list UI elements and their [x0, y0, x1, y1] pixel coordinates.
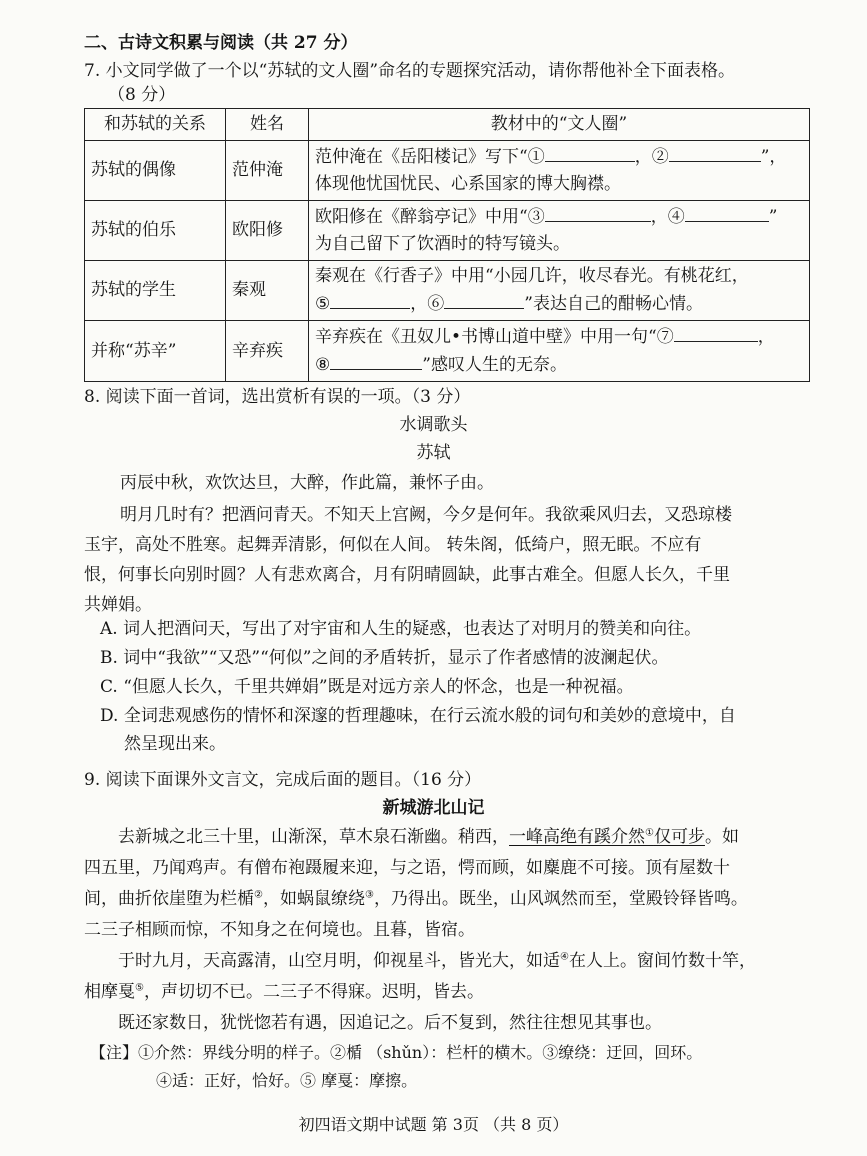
option-a[interactable]: A. 词人把酒问天，写出了对宇宙和人生的疑惑，也表达了对明月的赞美和向往。 — [100, 619, 702, 639]
cell-text: ，② — [634, 147, 669, 167]
underlined-text: 仅可步 — [653, 827, 705, 847]
cell-text: 辛弃疾在《丑奴儿•书博山道中壁》中用一句“⑦ — [315, 327, 674, 347]
cell-text: ” — [768, 207, 778, 227]
note-marker: ① — [645, 827, 654, 839]
answer-blank-3[interactable] — [545, 203, 651, 222]
passage-text: 。如 — [704, 827, 739, 847]
question-9-stem: 9. 阅读下面课外文言文，完成后面的题目。（16 分） — [84, 770, 482, 790]
literati-table — [84, 108, 810, 382]
passage-line: 既还家数日，犹恍惚若有遇，因追记之。后不复到，然往往想见其事也。 — [118, 1013, 662, 1033]
table-row — [85, 141, 810, 201]
name-cell: 秦观 — [226, 261, 309, 321]
answer-blank-5[interactable] — [330, 290, 410, 309]
poem-line: 恨，何事长向别时圆？人有悲欢离合，月有阴晴圆缺，此事古难全。但愿人长久，千里 — [84, 565, 730, 585]
option-c[interactable]: C. “但愿人长久，千里共婵娟”既是对远方亲人的怀念，也是一种祝福。 — [100, 677, 634, 697]
passage-line — [84, 979, 484, 1005]
passage-text: ，如蜗鼠缭绕 — [262, 889, 365, 909]
relation-cell: 并称“苏辛” — [85, 321, 226, 382]
relation-cell: 苏轼的伯乐 — [85, 201, 226, 261]
passage-text: 于时九月，天高露清，山空月明，仰视星斗，皆光大，如适 — [118, 951, 560, 971]
poem-line: 玉宇，高处不胜寒。起舞弄清影，何似在人间。 转朱阁，低绮户，照无眠。不应有 — [84, 535, 702, 555]
cell-text: ， — [757, 327, 775, 347]
name-cell: 欧阳修 — [226, 201, 309, 261]
poem-author: 苏轼 — [416, 443, 451, 463]
page-footer: 初四语文期中试题 第 3页 （共 8 页） — [298, 1115, 569, 1134]
note-marker: ② — [254, 889, 263, 901]
passage-line — [118, 824, 739, 850]
cell-text: 体现他忧国忧民、心系国家的博大胸襟。 — [315, 174, 621, 194]
cell-text: ⑤ — [315, 294, 331, 314]
passage-line: 二三子相顾而惊，不知身之在何境也。且暮，皆宿。 — [84, 920, 475, 940]
circle-cell — [309, 261, 810, 321]
poem-preface: 丙辰中秋，欢饮达旦，大醉，作此篇，兼怀子由。 — [120, 473, 494, 493]
name-cell: 范仲淹 — [226, 141, 309, 201]
passage-text: ，乃得出。既坐，山风飒然而至，堂殿铃铎皆鸣。 — [373, 889, 748, 909]
answer-blank-8[interactable] — [330, 351, 422, 370]
name-cell: 辛弃疾 — [226, 321, 309, 382]
table-header-circle: 教材中的“文人圈” — [309, 109, 810, 141]
answer-blank-7[interactable] — [674, 323, 758, 342]
cell-text: ⑧ — [315, 355, 331, 375]
cell-text: 范仲淹在《岳阳楼记》写下“① — [315, 147, 545, 167]
option-b[interactable]: B. 词中“我欲”“又恐”“何似”之间的矛盾转折，显示了作者感情的波澜起伏。 — [100, 648, 669, 668]
annotation-line: ④适：正好，恰好。⑤ 摩戛：摩擦。 — [156, 1071, 418, 1090]
passage-line — [84, 886, 748, 912]
cell-text: ”， — [760, 147, 787, 167]
question-7-stem: 7. 小文同学做了一个以“苏轼的文人圈”命名的专题探究活动，请你帮他补全下面表格。 — [84, 61, 736, 81]
answer-blank-6[interactable] — [444, 290, 524, 309]
cell-text: ，⑥ — [410, 294, 445, 314]
answer-blank-1[interactable] — [545, 143, 635, 162]
poem-line: 共婵娟。 — [84, 595, 152, 615]
passage-text: 在人上。窗间竹数十竿， — [568, 951, 756, 971]
table-row — [85, 201, 810, 261]
note-marker: ④ — [560, 951, 569, 963]
table-header-relation: 和苏轼的关系 — [85, 109, 226, 141]
passage-text: ，声切切不已。二三子不得寐。迟明，皆去。 — [143, 982, 484, 1002]
passage-text: 去新城之北三十里，山渐深，草木泉石渐幽。稍西， — [118, 827, 509, 847]
circle-cell — [309, 321, 810, 382]
passage-line: 四五里，乃闻鸡声。有僧布袍蹑履来迎，与之语，愕而顾，如麋鹿不可接。顶有屋数十 — [84, 858, 730, 878]
relation-cell: 苏轼的学生 — [85, 261, 226, 321]
answer-blank-4[interactable] — [685, 203, 769, 222]
poem-line: 明月几时有？把酒问青天。不知天上宫阙，今夕是何年。我欲乘风归去，又恐琼楼 — [120, 505, 732, 525]
option-d-continued: 然呈现出来。 — [124, 734, 226, 754]
cell-text: ”感叹人生的无奈。 — [422, 355, 567, 375]
underlined-sentence — [509, 827, 705, 847]
table-row — [85, 321, 810, 382]
answer-blank-2[interactable] — [669, 143, 761, 162]
question-8-stem: 8. 阅读下面一首词，选出赏析有误的一项。（3 分） — [84, 387, 471, 407]
table-header-row — [85, 109, 810, 141]
cell-text: 秦观在《行香子》中用“小园几许，收尽春光。有桃花红， — [315, 266, 749, 286]
underlined-text: 一峰高绝有蹊介然 — [509, 827, 645, 847]
cell-text: ”表达自己的酣畅心情。 — [524, 294, 703, 314]
cell-text: 欧阳修在《醉翁亭记》中用“③ — [315, 207, 545, 227]
table-header-name: 姓名 — [226, 109, 309, 141]
passage-line — [118, 948, 756, 974]
circle-cell — [309, 141, 810, 201]
note-marker: ⑤ — [135, 982, 144, 994]
passage-text: 间，曲折依崖堕为栏楯 — [84, 889, 254, 909]
poem-title: 水调歌头 — [399, 415, 468, 435]
option-d[interactable]: D. 全词悲观感伤的情怀和深邃的哲理趣味，在行云流水般的词句和美妙的意境中，自 — [100, 706, 736, 726]
question-7-score: （8 分） — [108, 85, 176, 105]
cell-text: ，④ — [650, 207, 685, 227]
passage-title: 新城游北山记 — [382, 798, 485, 818]
cell-text: 为自己留下了饮酒时的特写镜头。 — [315, 234, 570, 254]
annotation-line: 【注】①介然：界线分明的样子。②楯 （shǔn）：栏杆的横木。③缭绕：迂回，回环。 — [90, 1043, 703, 1062]
table-row — [85, 261, 810, 321]
note-marker: ③ — [364, 889, 374, 901]
circle-cell — [309, 201, 810, 261]
section-title: 二、古诗文积累与阅读（共 27 分） — [84, 33, 358, 53]
passage-text: 相摩戛 — [84, 982, 135, 1002]
relation-cell: 苏轼的偶像 — [85, 141, 226, 201]
